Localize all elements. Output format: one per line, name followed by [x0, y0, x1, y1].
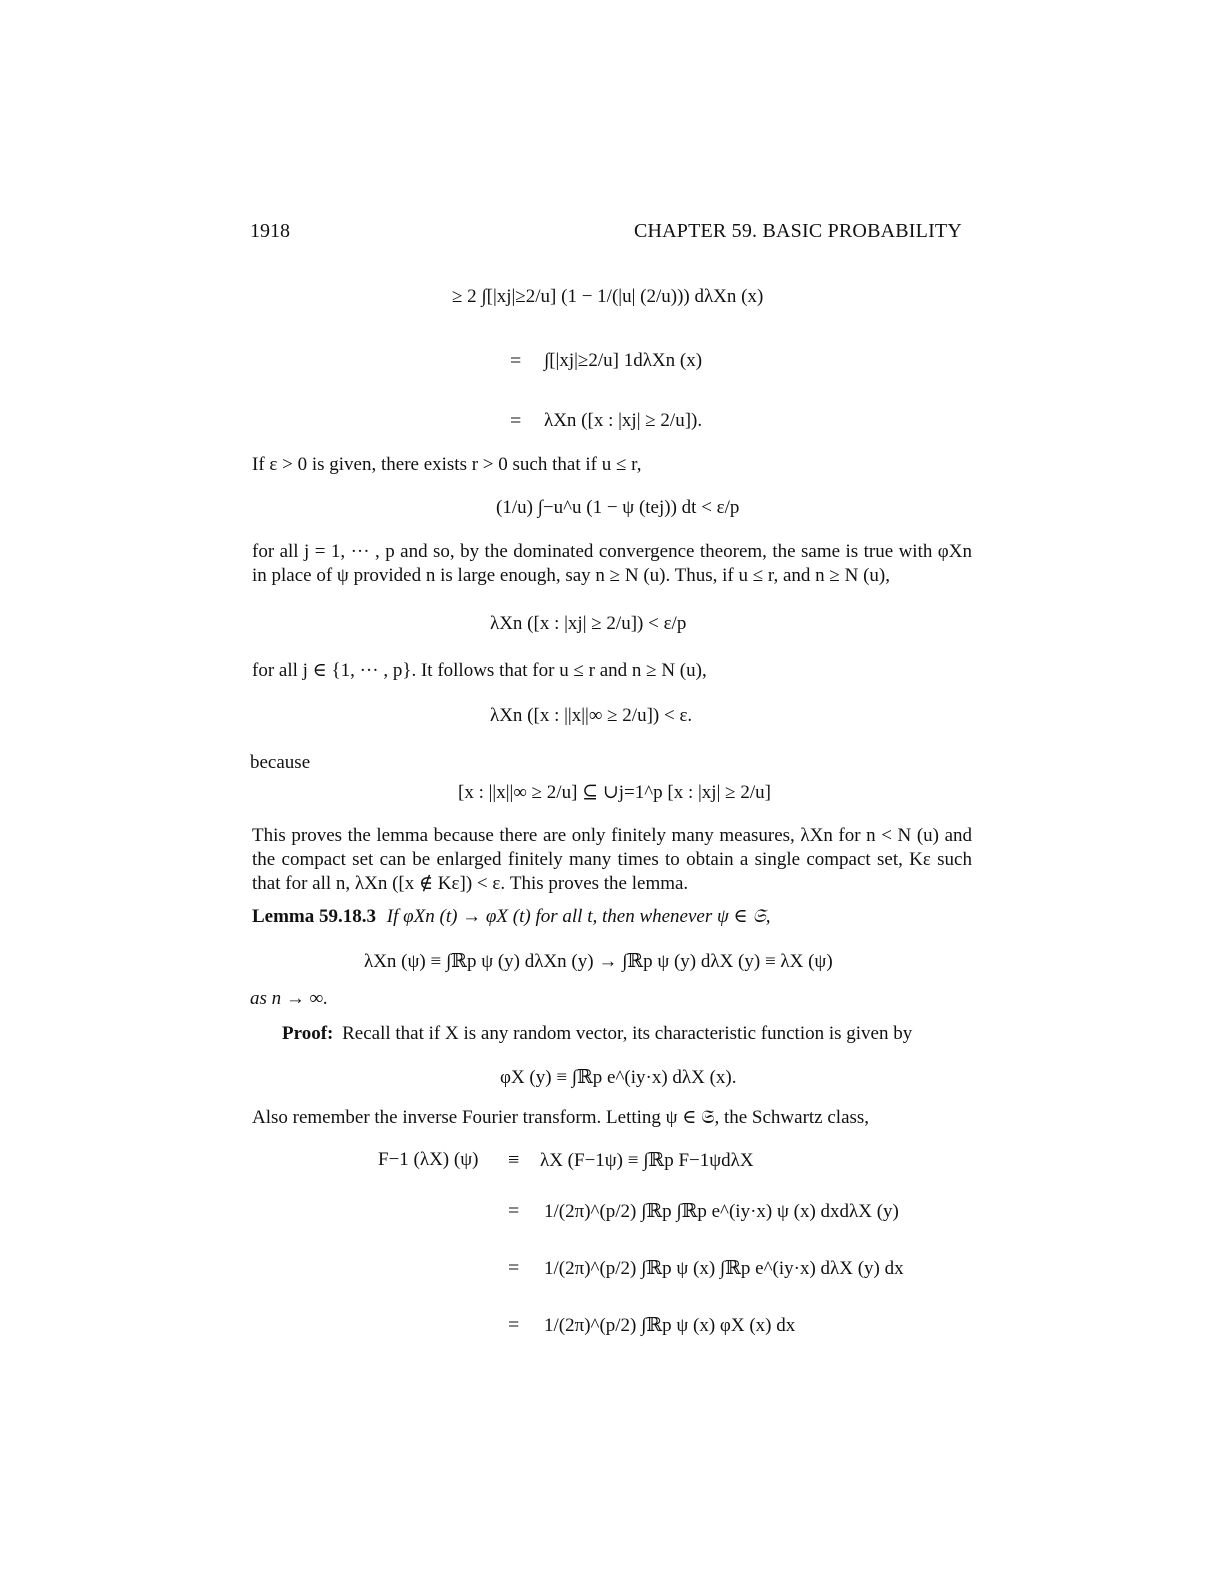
lemma-label: Lemma 59.18.3 — [252, 906, 377, 927]
fourier-row-1: 1/(2π)^(p/2) ∫ℝp ∫ℝp e^(iy·x) ψ (x) dxdλX (y) — [544, 1201, 899, 1222]
lemma-statement: If φXn (t) → φX (t) for all t, then whenever ψ ∈ 𝔖, — [386, 906, 771, 927]
paragraph-proves-lemma: This proves the lemma because there are only finitely many measures, λXn for n < N (u) and the compact set can be enlarged finitely many times to obtain a single compact set, Kε such that for all n, λXn ([x ∉ Kε]) < ε. This proves the lemma. — [252, 825, 972, 894]
equation-line-3: λXn ([x : |xj| ≥ 2/u]). — [544, 410, 703, 431]
equation-line-2: ∫[|xj|≥2/u] 1dλXn (x) — [544, 350, 703, 371]
paragraph-dominated-convergence: for all j = 1, ··· , p and so, by the dominated convergence theorem, the same is true with φXn in place of ψ provided n is large enough, say n ≥ N (u). Thus, if u ≤ r, and n ≥ N (u), — [252, 541, 972, 586]
because-label: because — [250, 752, 311, 773]
paragraph-it-follows: for all j ∈ {1, ··· , p}. It follows that for u ≤ r and n ≥ N (u), — [252, 660, 707, 681]
equals-sign-line-2: = — [510, 350, 522, 372]
lemma-equation: λXn (ψ) ≡ ∫ℝp ψ (y) dλXn (y) → ∫ℝp ψ (y) dλX (y) ≡ λX (ψ) — [364, 951, 833, 972]
paragraph-inverse-fourier: Also remember the inverse Fourier transform. Letting ψ ∈ 𝔖, the Schwartz class, — [252, 1107, 870, 1128]
fourier-equiv-sign: ≡ — [508, 1149, 520, 1171]
proof-block — [252, 1022, 972, 1046]
equation-subset: [x : ||x||∞ ≥ 2/u] ⊆ ∪j=1^p [x : |xj| ≥ 2/u] — [458, 782, 771, 803]
proof-label: Proof: — [282, 1023, 334, 1044]
characteristic-function-equation: φX (y) ≡ ∫ℝp e^(iy·x) dλX (x). — [500, 1067, 737, 1088]
lemma-block — [252, 905, 972, 929]
equals-sign-line-3: = — [510, 410, 522, 432]
fourier-lhs: F−1 (λX) (ψ) — [378, 1149, 479, 1170]
page-number: 1918 — [250, 220, 290, 242]
equation-lambda-xj: λXn ([x : |xj| ≥ 2/u]) < ε/p — [490, 613, 687, 634]
lemma-tail: as n → ∞. — [250, 988, 328, 1009]
chapter-title: CHAPTER 59. BASIC PROBABILITY — [633, 220, 962, 242]
equation-integral-psi: (1/u) ∫−u^u (1 − ψ (tej)) dt < ε/p — [496, 497, 740, 518]
fourier-equals-row-2: = — [508, 1257, 520, 1279]
fourier-row-0: λX (F−1ψ) ≡ ∫ℝp F−1ψdλX — [540, 1150, 754, 1171]
paragraph-epsilon: If ε > 0 is given, there exists r > 0 such that if u ≤ r, — [252, 454, 642, 475]
proof-text: Recall that if X is any random vector, its characteristic function is given by — [342, 1023, 913, 1044]
equation-line-1: ≥ 2 ∫[|xj|≥2/u] (1 − 1/(|u| (2/u))) dλXn (x) — [452, 286, 764, 307]
fourier-equals-row-1: = — [508, 1200, 520, 1222]
fourier-row-3: 1/(2π)^(p/2) ∫ℝp ψ (x) φX (x) dx — [544, 1315, 796, 1336]
fourier-equals-row-3: = — [508, 1314, 520, 1336]
fourier-row-2: 1/(2π)^(p/2) ∫ℝp ψ (x) ∫ℝp e^(iy·x) dλX (y) dx — [544, 1258, 904, 1279]
equation-lambda-infinity-norm: λXn ([x : ||x||∞ ≥ 2/u]) < ε. — [490, 705, 693, 726]
